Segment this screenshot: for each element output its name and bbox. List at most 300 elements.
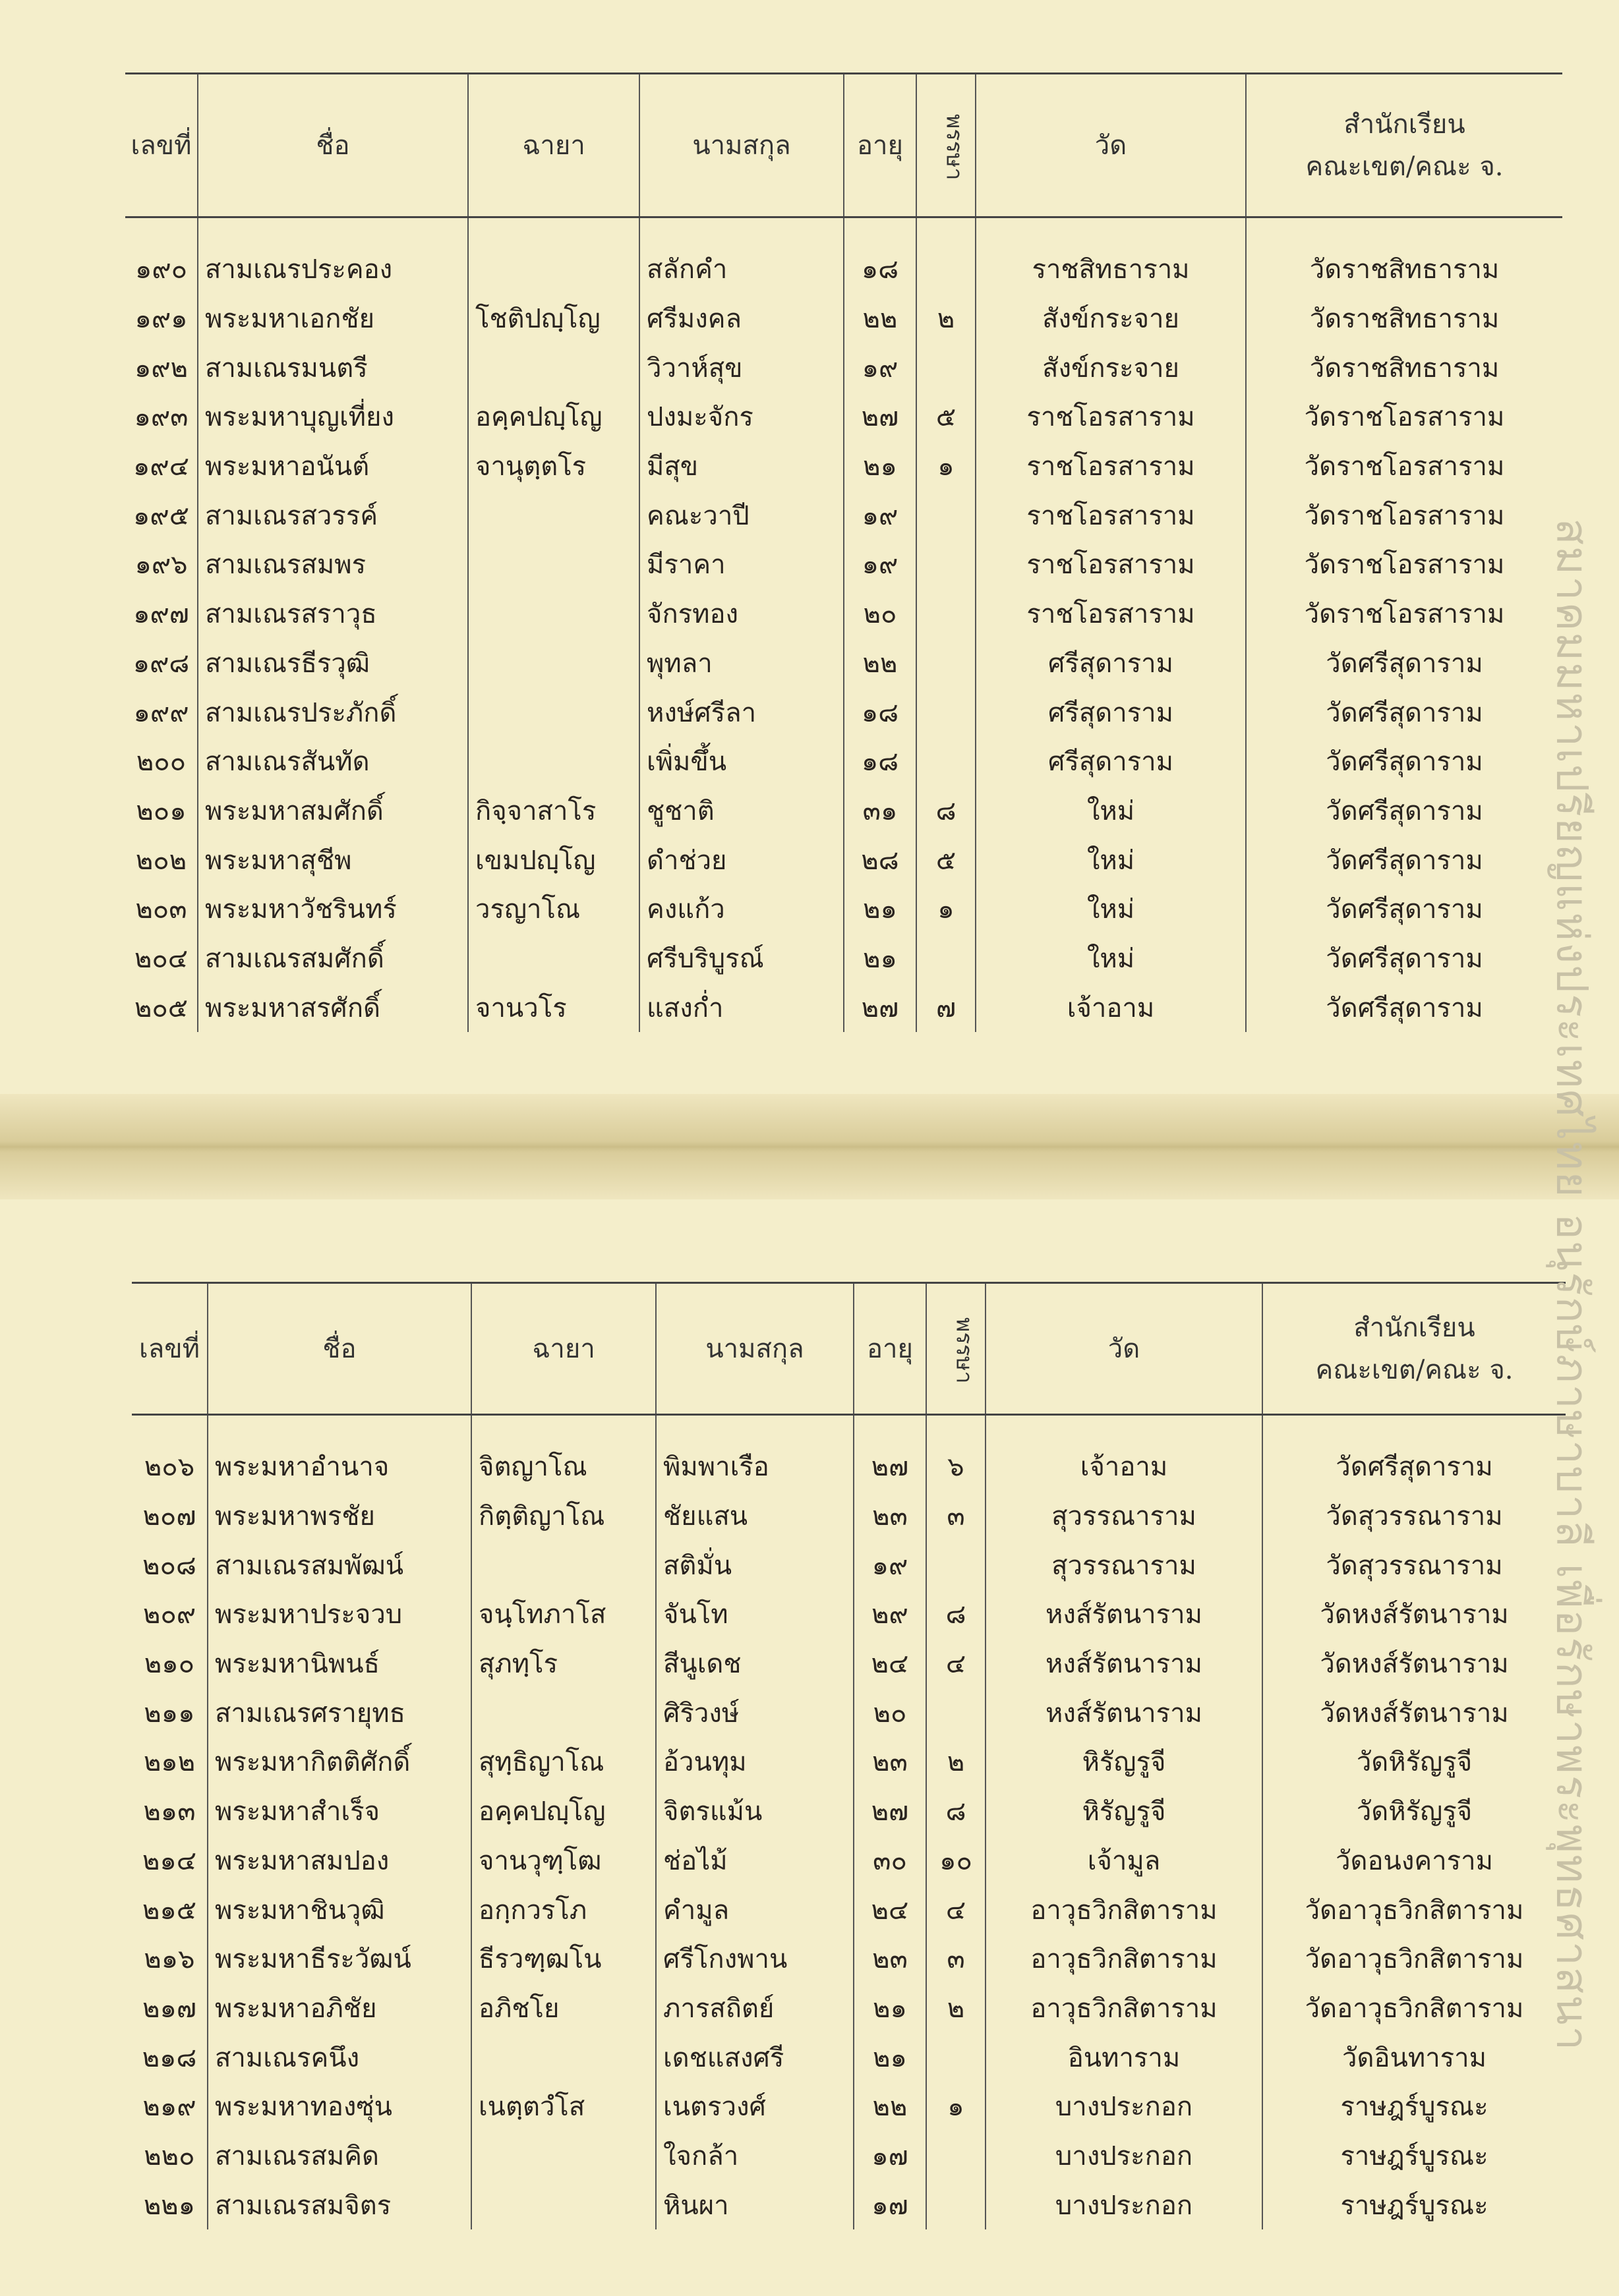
row-number: ๒๐๓: [135, 894, 187, 925]
dharma-name: [468, 639, 639, 688]
table-row: [125, 294, 1562, 343]
row-number: ๒๑๙: [142, 2092, 196, 2123]
school-name: วัดหงส์รัตนาราม: [1262, 1590, 1566, 1639]
vassa: [926, 2032, 986, 2082]
table-row: [125, 934, 1562, 983]
table-row: [132, 2032, 1566, 2082]
age: ๒๗: [854, 1415, 926, 1491]
row-number: ๑๙๖: [134, 550, 188, 581]
age: ๑๗: [854, 2180, 926, 2229]
vassa: [916, 490, 976, 540]
age: ๒๒: [844, 639, 916, 688]
age: ๒๗: [844, 983, 916, 1032]
surname: หงษ์ศรีลา: [639, 687, 844, 737]
monk-name: พระมหาสุชีพ: [198, 835, 468, 884]
dharma-name: [471, 2131, 656, 2181]
dharma-name: [468, 343, 639, 392]
wat-name: ราชโอรสาราม: [976, 442, 1246, 491]
dharma-name: [471, 2180, 656, 2229]
wat-name: ราชโอรสาราม: [976, 589, 1246, 639]
dharma-name: เขมปญฺโญ: [468, 835, 639, 884]
school-name: วัดราชโอรสาราม: [1246, 442, 1562, 491]
school-name: วัดราชสิทธาราม: [1246, 217, 1562, 294]
surname: พุทลา: [639, 639, 844, 688]
monk-name: พระมหาสมศักดิ์: [198, 786, 468, 836]
surname: ศรีบริบูรณ์: [639, 934, 844, 983]
header-surname: นามสกุล: [656, 1283, 854, 1415]
header-no: เลขที่: [131, 130, 192, 161]
wat-name: อินทาราม: [986, 2032, 1262, 2082]
header-surname: นามสกุล: [639, 74, 844, 217]
age: ๒๔: [854, 1639, 926, 1688]
vassa: ๒: [926, 1984, 986, 2033]
wat-name: ใหม่: [976, 934, 1246, 983]
table-row: [132, 1885, 1566, 1934]
row-number: ๒๑๗: [142, 1993, 196, 2024]
age: ๑๘: [844, 687, 916, 737]
school-name: ราษฎร์บูรณะ: [1262, 2082, 1566, 2131]
monk-list-table-bottom: [132, 1282, 1566, 2229]
row-number: ๑๙๙: [133, 697, 189, 728]
school-name: วัดศรีสุดาราม: [1246, 934, 1562, 983]
monk-name: พระมหาอภิชัย: [208, 1984, 471, 2033]
row-number: ๒๑๑: [144, 1698, 195, 1729]
dharma-name: จานวโร: [468, 983, 639, 1032]
school-name: วัดอินทาราม: [1262, 2032, 1566, 2082]
row-number: ๒๐๖: [144, 1452, 195, 1483]
school-name: วัดหิรัญรูจี: [1262, 1787, 1566, 1836]
wat-name: ราชโอรสาราม: [976, 540, 1246, 589]
monk-name: พระมหาสำเร็จ: [208, 1787, 471, 1836]
wat-name: ศรีสุดาราม: [976, 687, 1246, 737]
school-name: วัดอาวุธวิกสิตาราม: [1262, 1984, 1566, 2033]
age: ๑๘: [844, 217, 916, 294]
header-dharma-name: ฉายา: [468, 74, 639, 217]
age: ๒๙: [854, 1590, 926, 1639]
row-number: ๑๙๘: [132, 648, 190, 679]
row-number: ๒๑๐: [144, 1649, 195, 1680]
monk-name: สามเณรสมพัฒน์: [208, 1540, 471, 1590]
monk-name: สามเณรมนตรี: [198, 343, 468, 392]
vassa: ๕: [916, 392, 976, 442]
table-row: [132, 1737, 1566, 1787]
vassa: ๓: [926, 1491, 986, 1541]
age: ๒๐: [844, 589, 916, 639]
surname: ดำช่วย: [639, 835, 844, 884]
monk-name: สามเณรประภักดิ์: [198, 687, 468, 737]
header-vassa: [926, 1283, 986, 1415]
age: ๑๙: [844, 343, 916, 392]
table-row: [132, 1590, 1566, 1639]
vassa: [916, 217, 976, 294]
vassa: ๒: [926, 1737, 986, 1787]
age: ๑๙: [844, 540, 916, 589]
school-name: วัดอาวุธวิกสิตาราม: [1262, 1934, 1566, 1984]
monk-name: พระมหาเอกชัย: [198, 294, 468, 343]
wat-name: ศรีสุดาราม: [976, 737, 1246, 786]
vassa: [916, 934, 976, 983]
vassa: ๘: [926, 1787, 986, 1836]
vassa: [916, 540, 976, 589]
wat-name: หิรัญรูจี: [986, 1737, 1262, 1787]
dharma-name: ธีรวฑฺฒโน: [471, 1934, 656, 1984]
wat-name: บางประกอก: [986, 2082, 1262, 2131]
wat-name: สังข์กระจาย: [976, 294, 1246, 343]
surname: จิตรแม้น: [656, 1787, 854, 1836]
wat-name: ศรีสุดาราม: [976, 639, 1246, 688]
table-row: [132, 1787, 1566, 1836]
row-number: ๑๙๒: [134, 353, 189, 384]
school-name: วัดราชโอรสาราม: [1246, 490, 1562, 540]
school-name: วัดราชโอรสาราม: [1246, 589, 1562, 639]
row-number: ๒๒๑: [143, 2190, 196, 2221]
vassa: [916, 639, 976, 688]
school-name: วัดศรีสุดาราม: [1246, 687, 1562, 737]
monk-name: สามเณรสมคิด: [208, 2131, 471, 2181]
monk-name: สามเณรสราวุธ: [198, 589, 468, 639]
vassa: [916, 343, 976, 392]
table-row: [125, 343, 1562, 392]
age: ๒๔: [854, 1885, 926, 1934]
wat-name: เจ้าอาม: [976, 983, 1246, 1032]
table-header-row: [125, 74, 1562, 217]
wat-name: ใหม่: [976, 884, 1246, 934]
table-row: [132, 1688, 1566, 1737]
vassa: [916, 589, 976, 639]
school-name: วัดศรีสุดาราม: [1246, 639, 1562, 688]
table-body-top: [125, 217, 1562, 1033]
row-number: ๒๒๐: [144, 2140, 195, 2171]
surname: ชูชาติ: [639, 786, 844, 836]
age: ๒๓: [854, 1934, 926, 1984]
book-gutter: [0, 1094, 1619, 1199]
vassa: [926, 2131, 986, 2181]
dharma-name: จนฺโทภาโส: [471, 1590, 656, 1639]
surname: สีนูเดช: [656, 1639, 854, 1688]
age: ๒๑: [844, 934, 916, 983]
monk-name: พระมหากิตติศักดิ์: [208, 1737, 471, 1787]
monk-name: พระมหาอนันต์: [198, 442, 468, 491]
table-row: [125, 983, 1562, 1032]
wat-name: เจ้าอาม: [986, 1415, 1262, 1491]
age: ๒๘: [844, 835, 916, 884]
school-name: วัดราชโอรสาราม: [1246, 540, 1562, 589]
row-number: ๑๙๗: [133, 599, 189, 630]
wat-name: เจ้ามูล: [986, 1836, 1262, 1885]
vassa: [916, 687, 976, 737]
table-row: [125, 589, 1562, 639]
wat-name: อาวุธวิกสิตาราม: [986, 1984, 1262, 2033]
header-vassa-label: พรรษา: [941, 113, 968, 180]
age: ๒๑: [854, 2032, 926, 2082]
wat-name: สังข์กระจาย: [976, 343, 1246, 392]
school-name: วัดศรีสุดาราม: [1246, 983, 1562, 1032]
table-row: [132, 2180, 1566, 2229]
age: ๒๑: [854, 1984, 926, 2033]
table-row: [132, 1639, 1566, 1688]
school-name: วัดศรีสุดาราม: [1246, 884, 1562, 934]
vassa: ๑๐: [926, 1836, 986, 1885]
surname: ศิริวงษ์: [656, 1688, 854, 1737]
monk-name: พระมหาอำนาจ: [208, 1415, 471, 1491]
vassa: [926, 1540, 986, 1590]
dharma-name: [468, 589, 639, 639]
table-row: [132, 2082, 1566, 2131]
header-school-line1: สำนักเรียน: [1343, 109, 1465, 140]
dharma-name: อภิชโย: [471, 1984, 656, 2033]
vassa: ๑: [916, 884, 976, 934]
wat-name: บางประกอก: [986, 2180, 1262, 2229]
surname: เนตรวงศ์: [656, 2082, 854, 2131]
school-name: ราษฎร์บูรณะ: [1262, 2180, 1566, 2229]
school-name: วัดราชสิทธาราม: [1246, 343, 1562, 392]
monk-name: พระมหาสมปอง: [208, 1836, 471, 1885]
surname: มีสุข: [639, 442, 844, 491]
school-name: วัดอนงคาราม: [1262, 1836, 1566, 1885]
dharma-name: จานุตฺตโร: [468, 442, 639, 491]
wat-name: หิรัญรูจี: [986, 1787, 1262, 1836]
surname: อ้วนทุม: [656, 1737, 854, 1787]
age: ๓๐: [854, 1836, 926, 1885]
school-name: วัดราชสิทธาราม: [1246, 294, 1562, 343]
school-name: วัดสุวรรณาราม: [1262, 1491, 1566, 1541]
row-number: ๑๙๕: [133, 500, 189, 531]
age: ๒๐: [854, 1688, 926, 1737]
dharma-name: อกฺกวรโภ: [471, 1885, 656, 1934]
age: ๒๓: [854, 1491, 926, 1541]
school-name: วัดศรีสุดาราม: [1262, 1415, 1566, 1491]
wat-name: อาวุธวิกสิตาราม: [986, 1885, 1262, 1934]
dharma-name: [468, 540, 639, 589]
age: ๒๗: [854, 1787, 926, 1836]
row-number: ๑๙๔: [133, 451, 189, 482]
age: ๑๙: [854, 1540, 926, 1590]
surname: ภารสถิตย์: [656, 1984, 854, 2033]
table-row: [132, 1491, 1566, 1541]
dharma-name: [468, 934, 639, 983]
dharma-name: [471, 1540, 656, 1590]
header-school-line2: คณะเขต/คณะ จ.: [1315, 1354, 1514, 1385]
row-number: ๒๐๘: [142, 1550, 196, 1581]
row-number: ๑๙๓: [134, 402, 189, 433]
vassa: ๕: [916, 835, 976, 884]
table-row: [125, 786, 1562, 836]
header-vassa: [916, 74, 976, 217]
surname: ปงมะจักร: [639, 392, 844, 442]
dharma-name: จิตญาโณ: [471, 1415, 656, 1491]
school-name: วัดอาวุธวิกสิตาราม: [1262, 1885, 1566, 1934]
table-row: [125, 490, 1562, 540]
school-name: วัดหงส์รัตนาราม: [1262, 1639, 1566, 1688]
monk-name: สามเณรศรายุทธ: [208, 1688, 471, 1737]
age: ๓๑: [844, 786, 916, 836]
wat-name: ราชโอรสาราม: [976, 392, 1246, 442]
table-row: [125, 884, 1562, 934]
dharma-name: [471, 1688, 656, 1737]
header-name: ชื่อ: [198, 74, 468, 217]
surname: เพิ่มขึ้น: [639, 737, 844, 786]
monk-name: พระมหาประจวบ: [208, 1590, 471, 1639]
header-school: [1246, 74, 1562, 217]
age: ๑๙: [844, 490, 916, 540]
monk-name: พระมหาวัชรินทร์: [198, 884, 468, 934]
vassa: ๖: [926, 1415, 986, 1491]
school-name: วัดหงส์รัตนาราม: [1262, 1688, 1566, 1737]
surname: ศรีมงคล: [639, 294, 844, 343]
monk-name: พระมหานิพนธ์: [208, 1639, 471, 1688]
header-school-line2: คณะเขต/คณะ จ.: [1305, 151, 1504, 182]
dharma-name: กิจฺจาสาโร: [468, 786, 639, 836]
age: ๒๗: [844, 392, 916, 442]
dharma-name: สุภทฺโร: [471, 1639, 656, 1688]
row-number: ๒๐๑: [136, 795, 187, 826]
header-dharma-name: ฉายา: [471, 1283, 656, 1415]
row-number: ๒๐๗: [142, 1501, 196, 1532]
header-no: เลขที่: [139, 1333, 200, 1364]
surname: ศรีโกงพาน: [656, 1934, 854, 1984]
dharma-name: [468, 687, 639, 737]
table-row: [132, 1415, 1566, 1491]
table-row: [125, 217, 1562, 294]
table-row: [125, 639, 1562, 688]
row-number: ๒๐๐: [136, 747, 187, 778]
vassa: ๗: [916, 983, 976, 1032]
surname: คงแก้ว: [639, 884, 844, 934]
row-number: ๒๐๔: [134, 943, 189, 974]
monk-name: พระมหาธีระวัฒน์: [208, 1934, 471, 1984]
vassa: [926, 1688, 986, 1737]
surname: เดชแสงศรี: [656, 2032, 854, 2082]
watermark: [1536, 442, 1608, 2129]
surname: ชัยแสน: [656, 1491, 854, 1541]
monk-name: พระมหาพรชัย: [208, 1491, 471, 1541]
dharma-name: [468, 737, 639, 786]
monk-name: สามเณรสมพร: [198, 540, 468, 589]
age: ๒๒: [844, 294, 916, 343]
row-number: ๒๑๕: [142, 1895, 197, 1926]
table-row: [132, 2131, 1566, 2181]
surname: คณะวาปี: [639, 490, 844, 540]
row-number: ๒๐๕: [134, 992, 189, 1023]
top-page: [0, 0, 1619, 1094]
bottom-page: [0, 1199, 1619, 2296]
surname: ช่อไม้: [656, 1836, 854, 1885]
vassa: ๑: [926, 2082, 986, 2131]
wat-name: สุวรรณาราม: [986, 1491, 1262, 1541]
wat-name: หงส์รัตนาราม: [986, 1639, 1262, 1688]
wat-name: หงส์รัตนาราม: [986, 1688, 1262, 1737]
vassa: ๘: [916, 786, 976, 836]
dharma-name: อคฺคปญฺโญ: [471, 1787, 656, 1836]
vassa: ๔: [926, 1639, 986, 1688]
vassa: ๒: [916, 294, 976, 343]
surname: พิมพาเรือ: [656, 1415, 854, 1491]
school-name: วัดราชโอรสาราม: [1246, 392, 1562, 442]
header-school: [1262, 1283, 1566, 1415]
table-row: [125, 835, 1562, 884]
surname: วิวาห์สุข: [639, 343, 844, 392]
header-wat: วัด: [986, 1283, 1262, 1415]
header-school-line1: สำนักเรียน: [1353, 1312, 1475, 1343]
wat-name: ใหม่: [976, 835, 1246, 884]
table-row: [125, 442, 1562, 491]
table-body-bottom: [132, 1415, 1566, 2230]
table-row: [132, 1540, 1566, 1590]
table-row: [132, 1836, 1566, 1885]
vassa: ๔: [926, 1885, 986, 1934]
surname: จักรทอง: [639, 589, 844, 639]
row-number: ๒๐๒: [135, 845, 187, 876]
header-age: อายุ: [844, 74, 916, 217]
row-number: ๒๐๙: [142, 1599, 196, 1630]
dharma-name: เนตฺตวํโส: [471, 2082, 656, 2131]
school-name: วัดสุวรรณาราม: [1262, 1540, 1566, 1590]
wat-name: ใหม่: [976, 786, 1246, 836]
surname: แสงก่ำ: [639, 983, 844, 1032]
age: ๒๑: [844, 884, 916, 934]
monk-name: สามเณรสันทัด: [198, 737, 468, 786]
surname: หินผา: [656, 2180, 854, 2229]
monk-name: สามเณรสมจิตร: [208, 2180, 471, 2229]
surname: คำมูล: [656, 1885, 854, 1934]
dharma-name: [468, 490, 639, 540]
monk-name: สามเณรประคอง: [198, 217, 468, 294]
age: ๒๑: [844, 442, 916, 491]
surname: สลักคำ: [639, 217, 844, 294]
table-row: [125, 540, 1562, 589]
dharma-name: สุทฺธิญาโณ: [471, 1737, 656, 1787]
header-name: ชื่อ: [208, 1283, 471, 1415]
vassa: ๘: [926, 1590, 986, 1639]
monk-name: พระมหาชินวุฒิ: [208, 1885, 471, 1934]
table-row: [125, 687, 1562, 737]
school-name: วัดศรีสุดาราม: [1246, 835, 1562, 884]
table-row: [125, 392, 1562, 442]
monk-name: สามเณรสวรรค์: [198, 490, 468, 540]
wat-name: บางประกอก: [986, 2131, 1262, 2181]
school-name: วัดศรีสุดาราม: [1246, 786, 1562, 836]
age: ๑๗: [854, 2131, 926, 2181]
dharma-name: โชติปญฺโญ: [468, 294, 639, 343]
age: ๑๘: [844, 737, 916, 786]
monk-name: สามเณรสมศักดิ์: [198, 934, 468, 983]
monk-name: สามเณรคนึง: [208, 2032, 471, 2082]
table-header-row: [132, 1283, 1566, 1415]
dharma-name: [468, 217, 639, 294]
surname: ใจกล้า: [656, 2131, 854, 2181]
row-number: ๑๙๑: [134, 304, 188, 335]
wat-name: อาวุธวิกสิตาราม: [986, 1934, 1262, 1984]
wat-name: หงส์รัตนาราม: [986, 1590, 1262, 1639]
monk-name: พระมหาบุญเที่ยง: [198, 392, 468, 442]
wat-name: สุวรรณาราม: [986, 1540, 1262, 1590]
dharma-name: กิตฺติญาโณ: [471, 1491, 656, 1541]
row-number: ๒๑๓: [143, 1796, 196, 1827]
table-row: [125, 737, 1562, 786]
vassa: ๑: [916, 442, 976, 491]
surname: สติมั่น: [656, 1540, 854, 1590]
vassa: [926, 2180, 986, 2229]
monk-name: พระมหาทองซุ่น: [208, 2082, 471, 2131]
wat-name: ราชสิทธาราม: [976, 217, 1246, 294]
header-vassa-label: พรรษา: [951, 1317, 978, 1383]
age: ๒๓: [854, 1737, 926, 1787]
row-number: ๒๑๖: [144, 1944, 195, 1975]
vassa: [916, 737, 976, 786]
header-age: อายุ: [854, 1283, 926, 1415]
row-number: ๒๑๘: [142, 2042, 197, 2073]
surname: จันโท: [656, 1590, 854, 1639]
